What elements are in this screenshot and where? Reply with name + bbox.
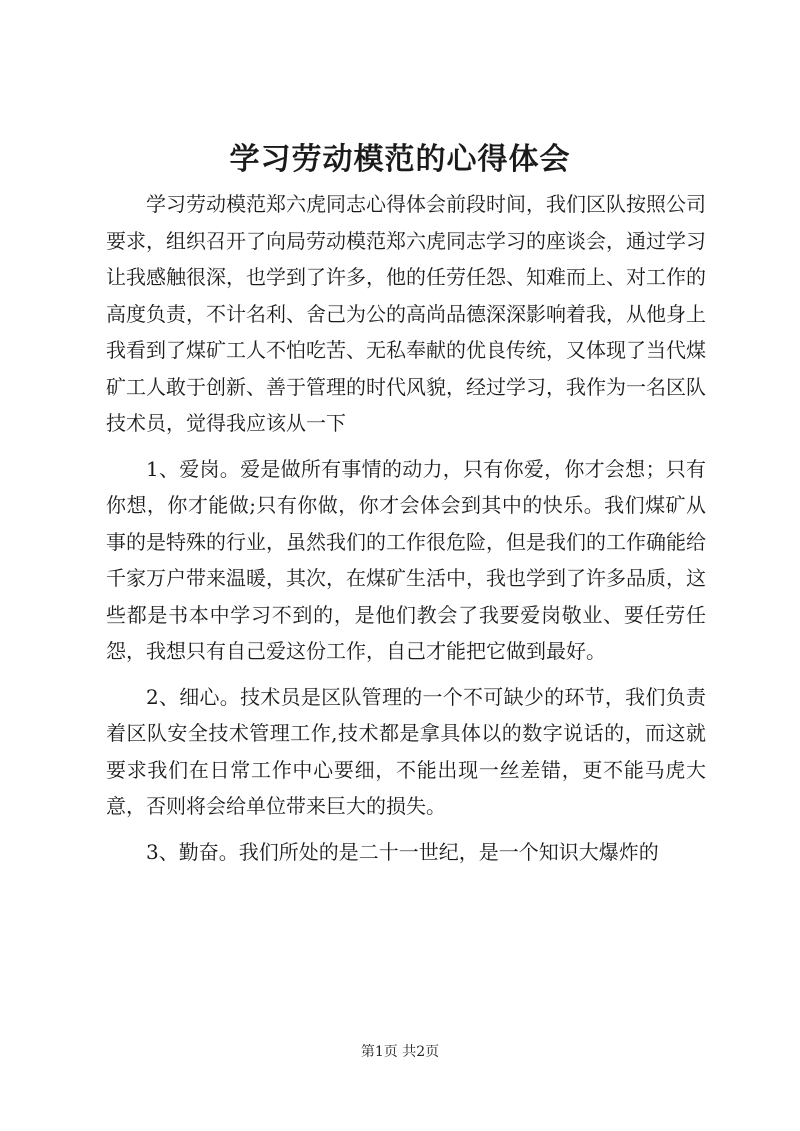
document-body xyxy=(106,186,706,870)
paragraph-intro: 学习劳动模范郑六虎同志心得体会前段时间，我们区队按照公司要求，组织召开了向局劳动模范郑六虎同志学习的座谈会，通过学习让我感触很深，也学到了许多，他的任劳任怨、知难而上、对工作的高度负责，不计名利、舍己为公的高尚品德深深影响着我，从他身上我看到了煤矿工人不怕吃苦、无私奉献的优良传统，又体现了当代煤矿工人敢于创新、善于管理的时代风貌，经过学习，我作为一名区队技术员，觉得我应该从一下 xyxy=(106,192,706,435)
paragraph-item-3: 3、勤奋。我们所处的是二十一世纪，是一个知识大爆炸的 xyxy=(146,839,659,864)
document-title: 学习劳动模范的心得体会 xyxy=(229,142,571,177)
paragraph-item-1: 1、爱岗。爱是做所有事情的动力，只有你爱，你才会想；只有你想，你才能做;只有你做，你才会体会到其中的快乐。我们煤矿从事的是特殊的行业，虽然我们的工作很危险，但是我们的工作确能给千家万户带来温暖，其次，在煤矿生活中，我也学到了许多品质，这些都是书本中学习不到的，是他们教会了我要爱岗敬业、要任劳任怨，我想只有自己爱这份工作，自己才能把它做到最好。 xyxy=(106,456,706,663)
page-number-footer: 第1页 共2页 xyxy=(360,1044,440,1060)
paragraph-item-2: 2、细心。技术员是区队管理的一个不可缺少的环节，我们负责着区队安全技术管理工作,技术都是拿具体以的数字说话的，而这就要求我们在日常工作中心要细，不能出现一丝差错，更不能马虎大意，否则将会给单位带来巨大的损失。 xyxy=(106,684,706,818)
